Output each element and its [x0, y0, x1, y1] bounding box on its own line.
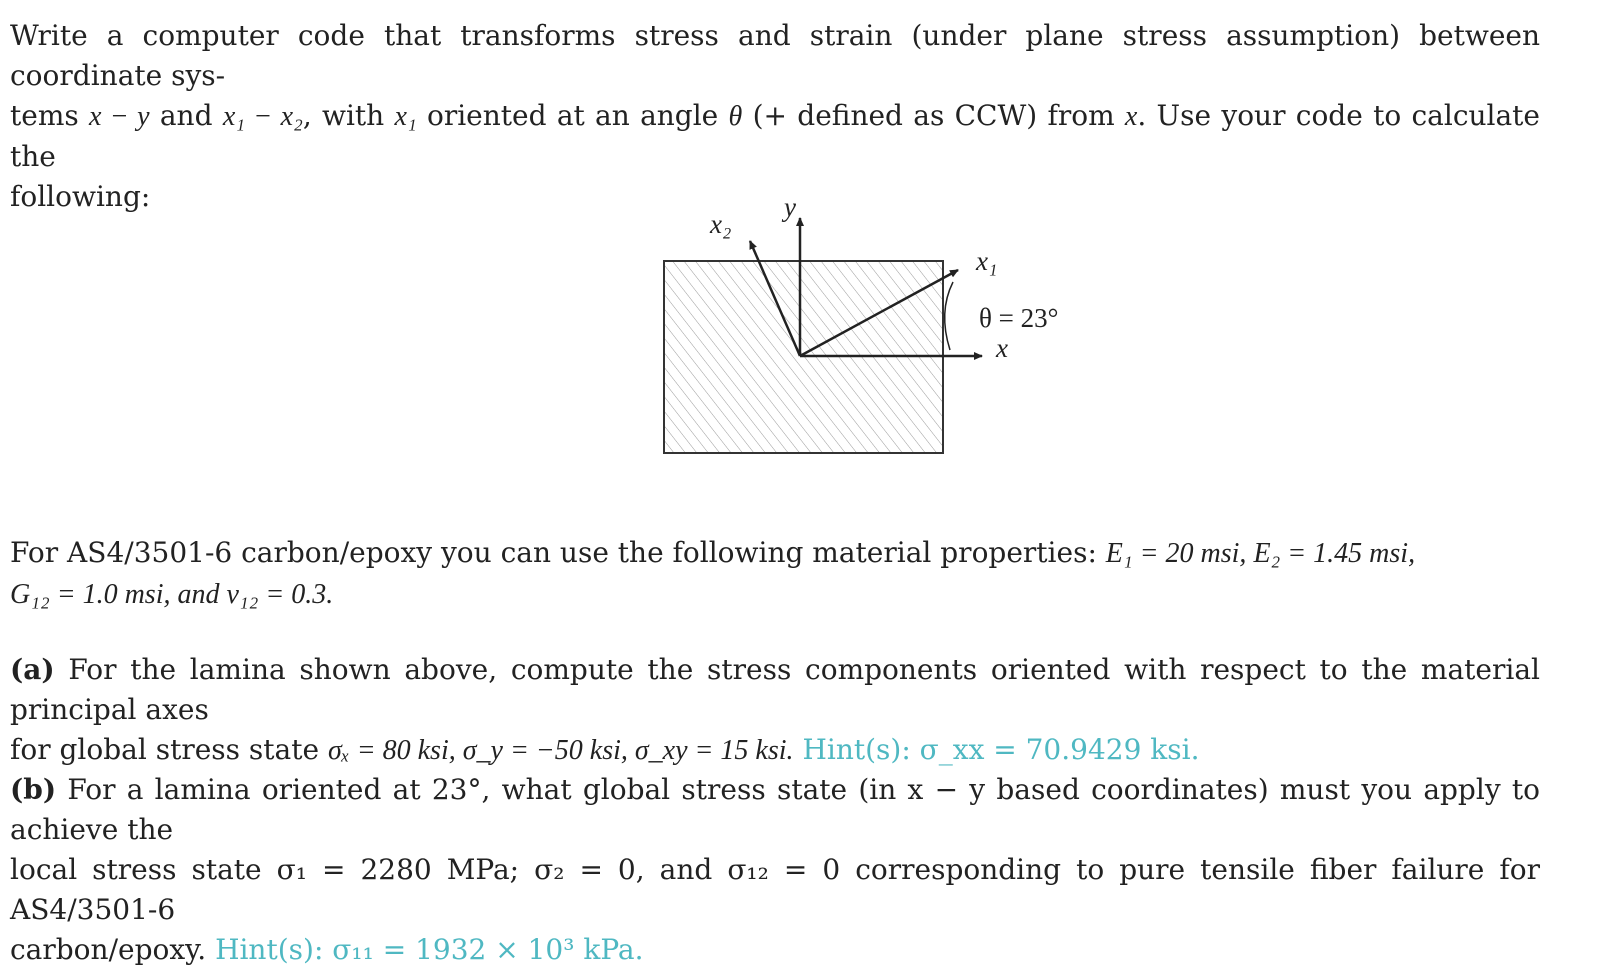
stress-sy: σ_y = −50 ksi, — [462, 735, 635, 766]
math-x1: x₁ — [394, 101, 417, 132]
prop-nu12: ν₁₂ = 0.3. — [226, 579, 334, 610]
intro-text: . Use your code to calculate the — [10, 99, 1541, 173]
part-b-text-2: local stress state σ₁ = 2280 MPa; σ₂ = 0, and σ₁₂ = 0 corresponding to pure tensile fiber failure for AS4/3501-6 — [10, 853, 1540, 926]
math-theta: θ — [728, 101, 743, 132]
prop-E1: E₁ = 20 msi, — [1105, 538, 1254, 569]
math-x-minus-y: x − y — [89, 101, 150, 132]
stress-sx: σₓ = 80 ksi, — [327, 735, 463, 766]
stress-sxy: σ_xy = 15 ksi. — [634, 735, 794, 766]
intro-line-3: following: — [10, 180, 151, 213]
part-b-label: (b) — [10, 773, 57, 806]
part-b-text-3: carbon/epoxy. — [10, 933, 216, 966]
prop-E2: E₂ = 1.45 msi, — [1253, 538, 1416, 569]
part-b — [10, 770, 1540, 970]
intro-text: , with — [302, 99, 395, 132]
part-a-label: (a) — [10, 653, 55, 686]
intro-text: oriented at an angle — [416, 99, 729, 132]
part-a-text-2: for global stress state — [10, 733, 328, 766]
label-x2: x₂ — [710, 209, 732, 239]
label-x1: x₁ — [976, 246, 998, 276]
theta-arc — [945, 282, 953, 350]
math-x1-minus-x2: x₁ − x₂ — [222, 101, 303, 132]
intro-text: tems — [10, 99, 90, 132]
prop-G12: G₁₂ = 1.0 msi, and — [10, 579, 227, 610]
part-a-hint: Hint(s): σ_xx = 70.9429 ksi. — [802, 733, 1200, 766]
material-properties — [10, 533, 1540, 615]
intro-text: (+ defined as CCW) from — [742, 99, 1125, 132]
part-b-hint: Hint(s): σ₁₁ = 1932 × 10³ kPa. — [215, 933, 644, 966]
intro-line-1: Write a computer code that transforms stress and strain (under plane stress assumption) between coordinate sys- — [10, 19, 1540, 92]
part-a — [10, 650, 1540, 771]
part-b-text: For a lamina oriented at 23°, what global stress state (in x − y based coordinates) must you apply to achieve the — [10, 773, 1540, 846]
label-y: y — [784, 192, 796, 222]
part-a-text: For the lamina shown above, compute the stress components oriented with respect to the material principal axes — [10, 653, 1540, 726]
props-text: For AS4/3501-6 carbon/epoxy you can use the following material properties: — [10, 536, 1106, 569]
label-theta: θ = 23° — [979, 303, 1059, 333]
intro-text: and — [149, 99, 223, 132]
math-x: x — [1124, 101, 1138, 132]
label-x: x — [996, 333, 1008, 363]
